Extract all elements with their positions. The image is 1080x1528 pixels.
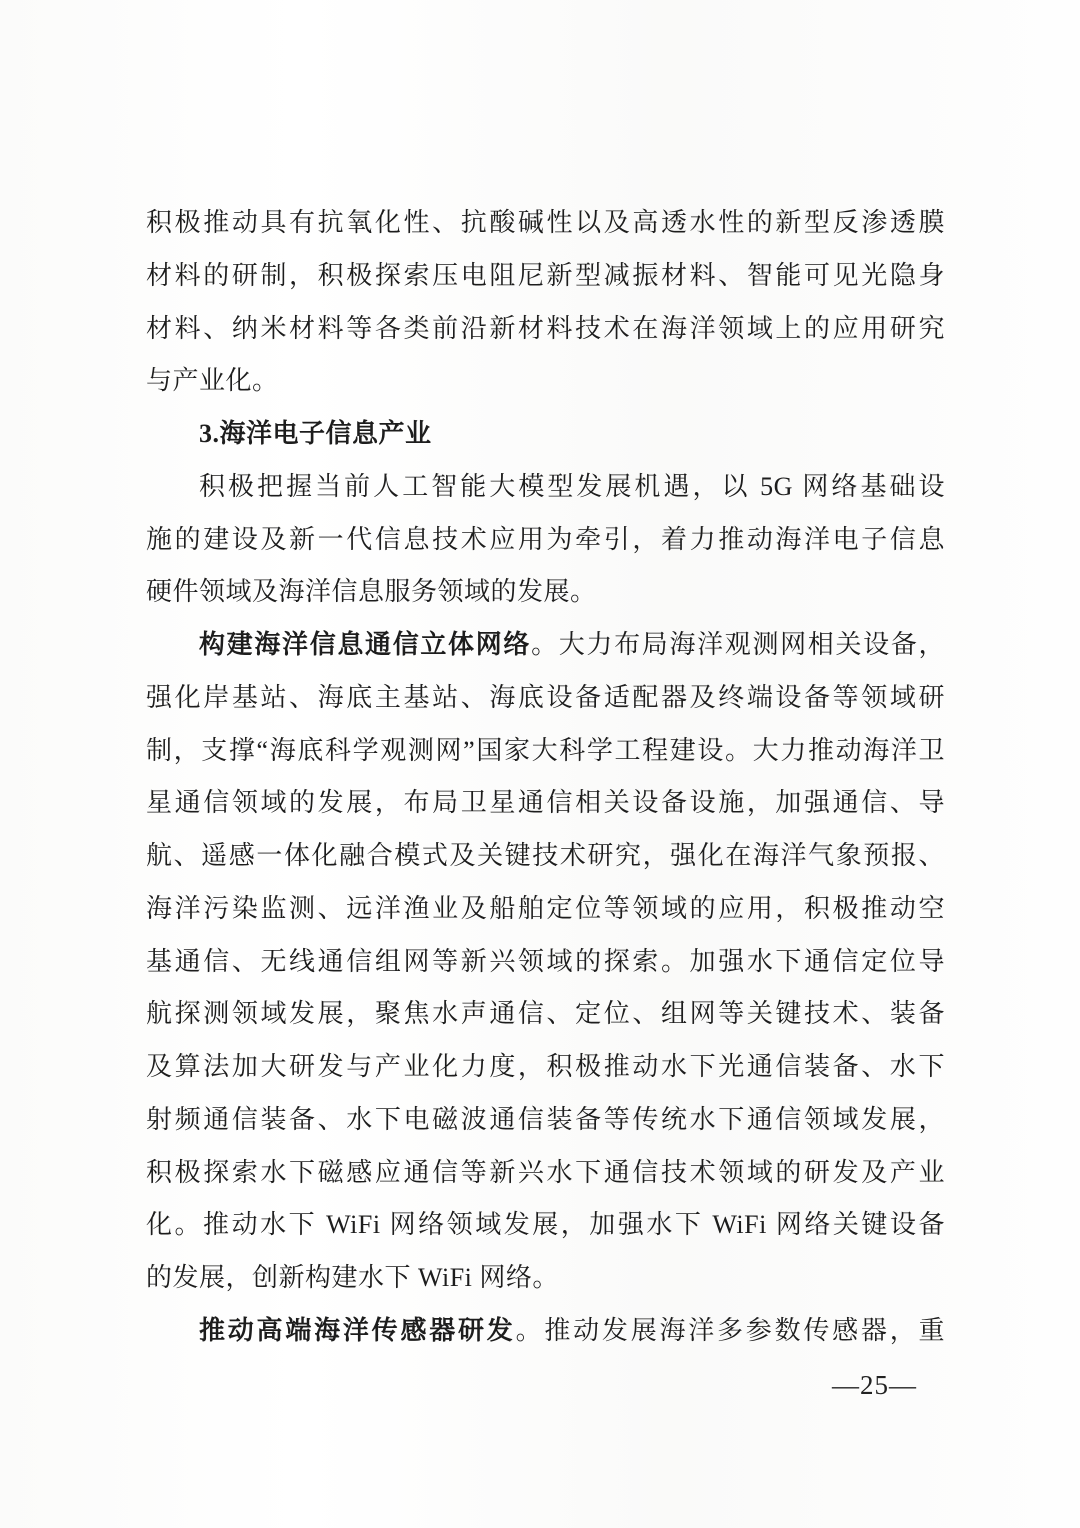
text-line bbox=[146, 461, 945, 514]
line-text: 及算法加大研发与产业化力度，积极推动水下光通信装备、水下 bbox=[146, 1052, 945, 1081]
text-line bbox=[146, 725, 945, 778]
line-text: 的发展，创新构建水下 WiFi 网络。 bbox=[146, 1263, 559, 1292]
text-line bbox=[146, 988, 945, 1041]
heading-text: 3.海洋电子信息产业 bbox=[199, 419, 432, 448]
text-line bbox=[146, 1199, 945, 1252]
text-line bbox=[146, 619, 945, 672]
line-text: 海洋污染监测、远洋渔业及船舶定位等领域的应用，积极推动空 bbox=[146, 893, 945, 923]
text-line bbox=[146, 355, 945, 408]
line-text: 基通信、无线通信组网等新兴领域的探索。加强水下通信定位导 bbox=[146, 946, 945, 976]
line-text: 材料的研制，积极探索压电阻尼新型减振材料、智能可见光隐身 bbox=[146, 260, 945, 290]
text-line bbox=[146, 250, 945, 303]
line-text: 射频通信装备、水下电磁波通信装备等传统水下通信领域发展， bbox=[146, 1104, 945, 1134]
line-text: 施的建设及新一代信息技术应用为牵引，着力推动海洋电子信息 bbox=[146, 524, 945, 554]
line-text: 航探测领域发展，聚焦水声通信、定位、组网等关键技术、装备 bbox=[146, 999, 945, 1029]
line-text: 强化岸基站、海底主基站、海底设备适配器及终端设备等领域研 bbox=[146, 682, 945, 712]
text-line bbox=[146, 197, 945, 250]
section-heading bbox=[146, 408, 945, 461]
line-text: 化。推动水下 WiFi 网络领域发展，加强水下 WiFi 网络关键设备 bbox=[146, 1210, 945, 1240]
text-line bbox=[146, 1041, 945, 1094]
text-line bbox=[146, 1305, 945, 1358]
line-text: 制，支撑“海底科学观测网”国家大科学工程建设。大力推动海洋卫 bbox=[146, 735, 945, 765]
line-text: 积极探索水下磁感应通信等新兴水下通信技术领域的研发及产业 bbox=[146, 1157, 945, 1187]
text-line bbox=[146, 1094, 945, 1147]
line-text: 航、遥感一体化融合模式及关键技术研究，强化在海洋气象预报、 bbox=[146, 841, 945, 870]
text-line bbox=[146, 566, 945, 619]
text-line bbox=[146, 672, 945, 725]
text-line bbox=[146, 1147, 945, 1200]
line-text: 。大力布局海洋观测网相关设备， bbox=[531, 630, 945, 659]
text-line bbox=[146, 777, 945, 830]
text-line bbox=[146, 936, 945, 989]
paragraph-lead-bold: 构建海洋信息通信立体网络 bbox=[199, 630, 532, 659]
line-text: 材料、纳米材料等各类前沿新材料技术在海洋领域上的应用研究 bbox=[146, 313, 945, 343]
line-text: 。推动发展海洋多参数传感器，重 bbox=[515, 1315, 945, 1345]
line-text: 积极把握当前人工智能大模型发展机遇，以 5G 网络基础设 bbox=[199, 471, 945, 501]
text-line bbox=[146, 830, 945, 883]
page-number: —25— bbox=[832, 1370, 917, 1400]
line-text: 积极推动具有抗氧化性、抗酸碱性以及高透水性的新型反渗透膜 bbox=[146, 208, 945, 237]
line-text: 硬件领域及海洋信息服务领域的发展。 bbox=[146, 577, 597, 607]
paragraph-lead-bold: 推动高端海洋传感器研发 bbox=[199, 1315, 516, 1345]
text-line bbox=[146, 883, 945, 936]
line-text: 星通信领域的发展，布局卫星通信相关设备设施，加强通信、导 bbox=[146, 788, 945, 818]
page-body bbox=[146, 197, 945, 1358]
line-text: 与产业化。 bbox=[146, 366, 279, 396]
text-line bbox=[146, 1252, 945, 1305]
text-line bbox=[146, 303, 945, 356]
text-line bbox=[146, 514, 945, 567]
